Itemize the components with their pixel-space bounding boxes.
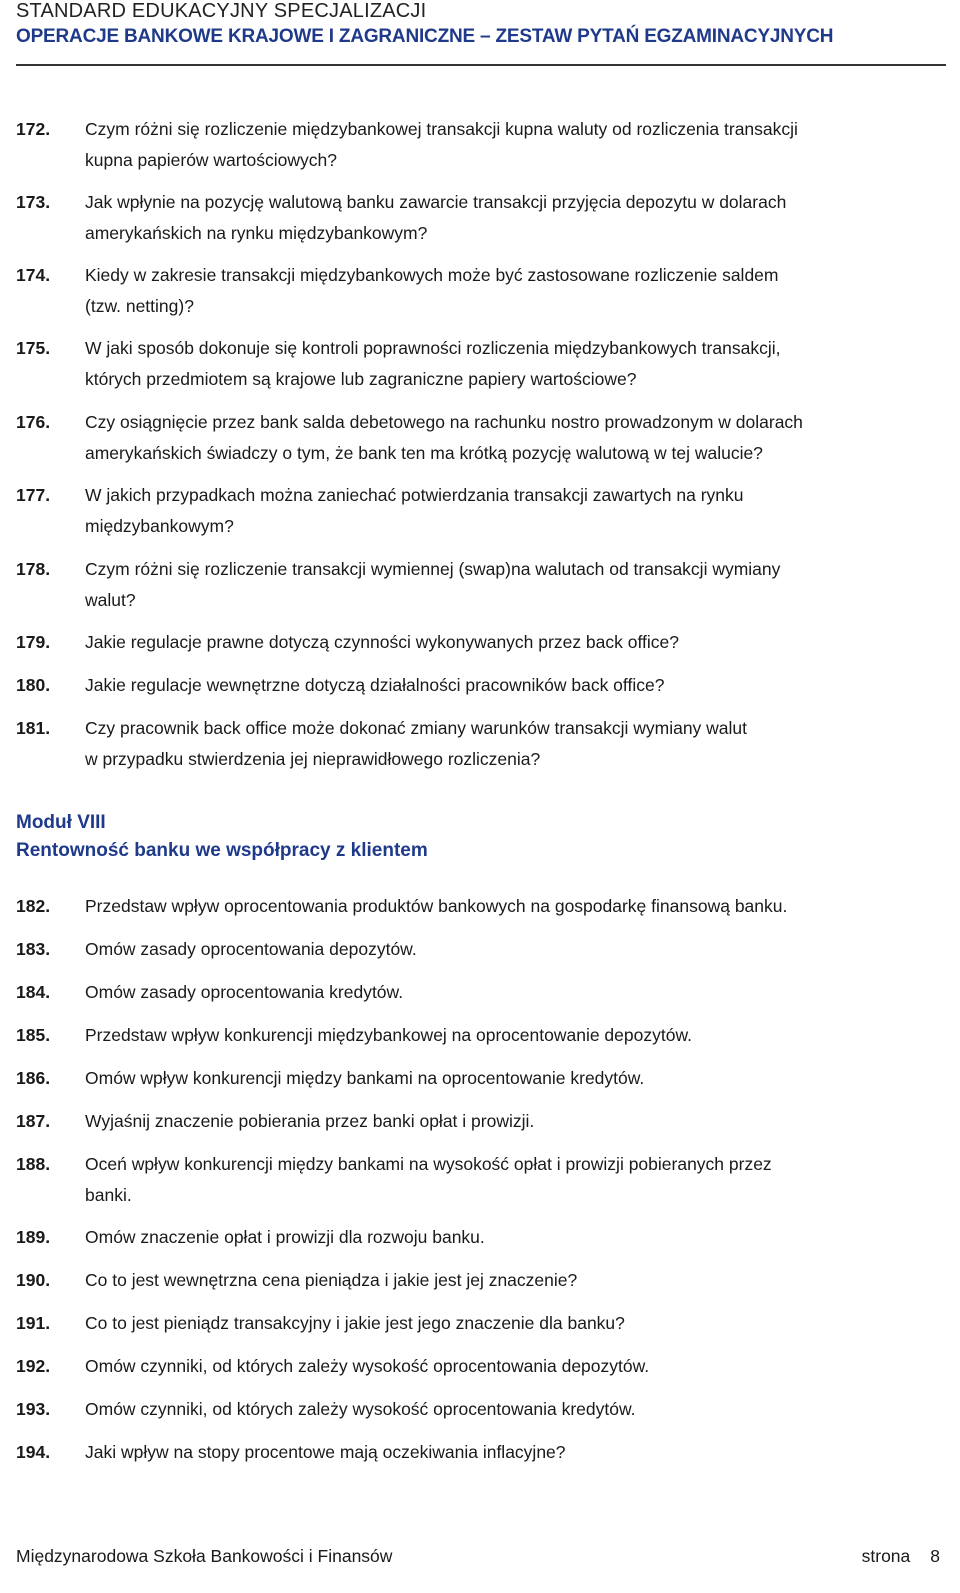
question-line: Omów wpływ konkurencji między bankami na oprocentowanie kredytów.: [85, 1068, 645, 1088]
module-title: Moduł VIII: [16, 812, 106, 833]
question-text: [85, 407, 950, 469]
question-text: [85, 333, 950, 395]
question-text: [85, 627, 950, 658]
question-line: kupna papierów wartościowych?: [85, 150, 337, 170]
question-number: 185.: [16, 1025, 51, 1045]
question-number: 186.: [16, 1068, 51, 1088]
question-line: W jakich przypadkach można zaniechać potwierdzania transakcji zawartych na rynku: [85, 485, 744, 505]
question-line: Kiedy w zakresie transakcji międzybankowych może być zastosowane rozliczenie saldem: [85, 265, 779, 285]
question-line: Omów zasady oprocentowania depozytów.: [85, 939, 417, 959]
question-number: 172.: [16, 119, 51, 139]
question-line: Omów czynniki, od których zależy wysokość oprocentowania kredytów.: [85, 1399, 636, 1419]
question-number: 175.: [16, 338, 51, 358]
question-line: Omów znaczenie opłat i prowizji dla rozwoju banku.: [85, 1227, 485, 1247]
question-number: 181.: [16, 718, 51, 738]
question-number: 187.: [16, 1111, 51, 1131]
question-line: Jak wpłynie na pozycję walutową banku zawarcie transakcji przyjęcia depozytu w dolarach: [85, 192, 787, 212]
footer-page-label: strona: [861, 1546, 911, 1566]
question-text: [85, 1265, 950, 1296]
question-text: [85, 1020, 950, 1051]
question-number: 176.: [16, 412, 51, 432]
question-number: 178.: [16, 559, 51, 579]
footer-school-name: Międzynarodowa Szkoła Bankowości i Finansów: [16, 1546, 393, 1566]
question-text: [85, 114, 950, 176]
question-line: Jaki wpływ na stopy procentowe mają oczekiwania inflacyjne?: [85, 1442, 566, 1462]
question-line: banki.: [85, 1185, 132, 1205]
question-text: [85, 260, 950, 322]
question-text: [85, 934, 950, 965]
question-line: W jaki sposób dokonuje się kontroli poprawności rozliczenia międzybankowych transakcji,: [85, 338, 781, 358]
question-line: Przedstaw wpływ oprocentowania produktów bankowych na gospodarkę finansową banku.: [85, 896, 788, 916]
question-text: [85, 1394, 950, 1425]
question-number: 193.: [16, 1399, 51, 1419]
question-number: 179.: [16, 632, 51, 652]
question-text: [85, 713, 950, 775]
question-line: Co to jest wewnętrzna cena pieniądza i jakie jest jej znaczenie?: [85, 1270, 578, 1290]
question-text: [85, 480, 950, 542]
question-text: [85, 891, 950, 922]
question-text: [85, 1222, 950, 1253]
question-number: 189.: [16, 1227, 51, 1247]
page-header: [16, 0, 946, 50]
question-line: Czy osiągnięcie przez bank salda debetowego na rachunku nostro prowadzonym w dolarach: [85, 412, 803, 432]
question-number: 188.: [16, 1154, 51, 1174]
question-text: [85, 1308, 950, 1339]
question-line: Czy pracownik back office może dokonać zmiany warunków transakcji wymiany walut: [85, 718, 748, 738]
question-text: [85, 670, 950, 701]
question-line: (tzw. netting)?: [85, 296, 194, 316]
question-line: Co to jest pieniądz transakcyjny i jakie jest jego znaczenie dla banku?: [85, 1313, 625, 1333]
question-line: których przedmiotem są krajowe lub zagraniczne papiery wartościowe?: [85, 369, 637, 389]
question-text: [85, 1106, 950, 1137]
question-text: [85, 187, 950, 249]
question-line: Oceń wpływ konkurencji między bankami na wysokość opłat i prowizji pobieranych przez: [85, 1154, 772, 1174]
question-line: Jakie regulacje wewnętrzne dotyczą działalności pracowników back office?: [85, 675, 665, 695]
question-number: 174.: [16, 265, 51, 285]
question-line: Czym różni się rozliczenie transakcji wymiennej (swap)na walutach od transakcji wymiany: [85, 559, 781, 579]
question-number: 191.: [16, 1313, 51, 1333]
header-divider: [16, 64, 946, 66]
question-number: 184.: [16, 982, 51, 1002]
question-line: w przypadku stwierdzenia jej nieprawidłowego rozliczenia?: [85, 749, 541, 769]
question-line: walut?: [85, 590, 136, 610]
question-text: [85, 554, 950, 616]
question-line: Omów czynniki, od których zależy wysokość oprocentowania depozytów.: [85, 1356, 650, 1376]
question-number: 173.: [16, 192, 51, 212]
question-line: amerykańskich na rynku międzybankowym?: [85, 223, 428, 243]
question-text: [85, 977, 950, 1008]
question-number: 182.: [16, 896, 51, 916]
module-subtitle: Rentowność banku we współpracy z klientem: [16, 840, 428, 861]
question-text: [85, 1149, 950, 1211]
question-number: 180.: [16, 675, 51, 695]
question-number: 177.: [16, 485, 51, 505]
question-line: Wyjaśnij znaczenie pobierania przez banki opłat i prowizji.: [85, 1111, 535, 1131]
question-text: [85, 1063, 950, 1094]
question-number: 190.: [16, 1270, 51, 1290]
question-number: 183.: [16, 939, 51, 959]
question-text: [85, 1351, 950, 1382]
question-number: 194.: [16, 1442, 51, 1462]
question-line: międzybankowym?: [85, 516, 234, 536]
header-subtitle: OPERACJE BANKOWE KRAJOWE I ZAGRANICZNE – ZESTAW PYTAŃ EGZAMINACYJNYCH: [16, 26, 834, 47]
question-line: Czym różni się rozliczenie międzybankowej transakcji kupna waluty od rozliczenia transakcji: [85, 119, 798, 139]
question-line: amerykańskich świadczy o tym, że bank ten ma krótką pozycję walutową w tej walucie?: [85, 443, 763, 463]
footer-page-info: [842, 1542, 940, 1570]
footer-page-number: 8: [930, 1546, 940, 1566]
question-number: 192.: [16, 1356, 51, 1376]
question-line: Jakie regulacje prawne dotyczą czynności wykonywanych przez back office?: [85, 632, 680, 652]
question-text: [85, 1437, 950, 1468]
header-title: STANDARD EDUKACYJNY SPECJALIZACJI: [16, 0, 427, 22]
question-line: Przedstaw wpływ konkurencji międzybankowej na oprocentowanie depozytów.: [85, 1025, 692, 1045]
question-line: Omów zasady oprocentowania kredytów.: [85, 982, 404, 1002]
